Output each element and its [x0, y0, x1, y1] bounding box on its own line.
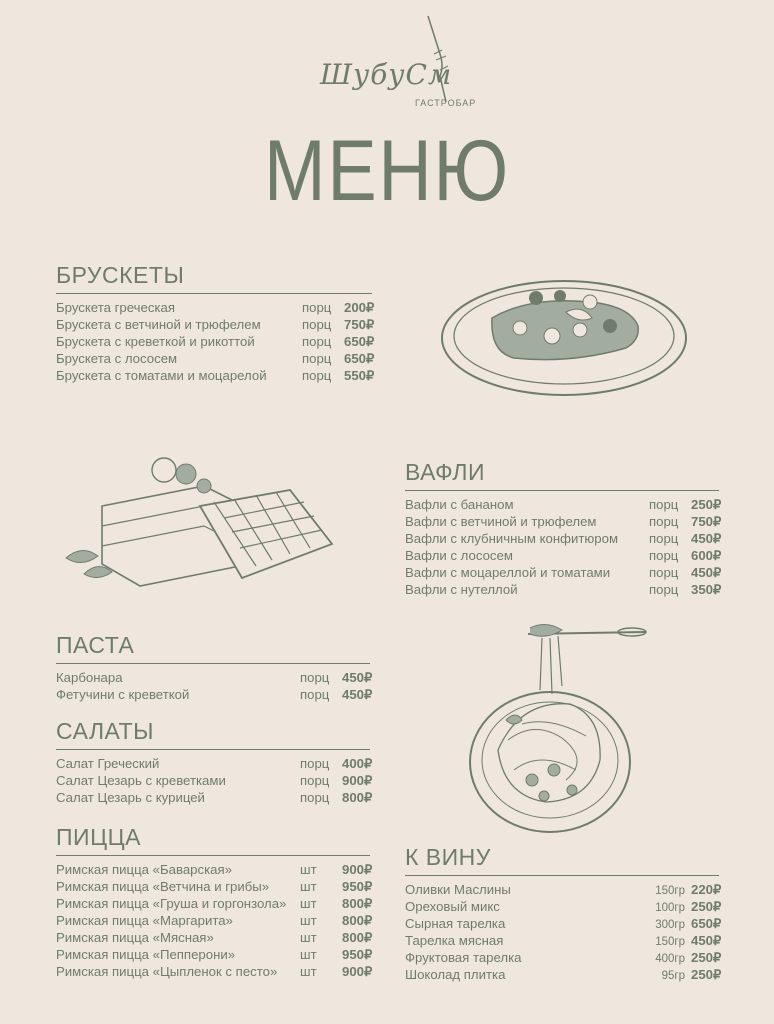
- item-unit: порц: [649, 496, 679, 512]
- item-name: Салат Греческий: [56, 755, 160, 771]
- item-unit: 150гр: [655, 884, 685, 897]
- item-price: 800₽: [342, 789, 373, 805]
- item-unit: порц: [302, 299, 332, 315]
- item-price: 750₽: [344, 316, 375, 332]
- item-price: 800₽: [342, 929, 373, 945]
- item-price: 900₽: [342, 861, 373, 877]
- item-unit: порц: [302, 367, 332, 383]
- bruschetta-list: [56, 299, 375, 385]
- item-unit: порц: [302, 350, 332, 366]
- item-price: 950₽: [342, 878, 373, 894]
- brand-logo: [300, 14, 490, 124]
- section-title-waffles: ВАФЛИ: [405, 459, 719, 491]
- waffles-list: [405, 496, 722, 599]
- item-price: 450₽: [691, 932, 722, 948]
- item-price: 800₽: [342, 912, 373, 928]
- item-name: Салат Цезарь с креветками: [56, 772, 226, 788]
- list-item: [405, 949, 722, 967]
- item-name: Брускета с лососем: [56, 350, 178, 366]
- section-title-to-wine: К ВИНУ: [405, 844, 719, 876]
- section-waffles: [405, 459, 722, 599]
- list-item: [56, 299, 375, 317]
- list-item: [56, 861, 373, 879]
- item-unit: порц: [649, 530, 679, 546]
- item-name: Римская пицца «Пепперони»: [56, 946, 236, 962]
- item-name: Фруктовая тарелка: [405, 949, 522, 965]
- item-name: Римская пицца «Маргарита»: [56, 912, 233, 928]
- list-item: [405, 966, 722, 984]
- item-name: Римская пицца «Цыпленок с песто»: [56, 963, 278, 979]
- item-unit: 400гр: [655, 952, 685, 965]
- list-item: [405, 581, 722, 599]
- item-unit: порц: [300, 789, 330, 805]
- list-item: [56, 772, 373, 790]
- item-price: 550₽: [344, 367, 375, 383]
- list-item: [405, 915, 722, 933]
- item-unit: 95гр: [661, 969, 685, 982]
- section-title-pizza: ПИЦЦА: [56, 824, 370, 856]
- item-unit: шт: [300, 895, 317, 911]
- pizza-list: [56, 861, 373, 981]
- list-item: [56, 929, 373, 947]
- item-unit: порц: [302, 333, 332, 349]
- item-price: 400₽: [342, 755, 373, 771]
- section-salads: [56, 718, 373, 807]
- list-item: [56, 316, 375, 334]
- item-name: Оливки Маслины: [405, 881, 511, 897]
- item-name: Римская пицца «Баварская»: [56, 861, 232, 877]
- item-price: 450₽: [691, 530, 722, 546]
- item-unit: порц: [300, 686, 330, 702]
- list-item: [405, 898, 722, 916]
- item-price: 250₽: [691, 496, 722, 512]
- item-name: Карбонара: [56, 669, 123, 685]
- section-pizza: [56, 824, 373, 981]
- item-price: 250₽: [691, 966, 722, 982]
- item-name: Римская пицца «Мясная»: [56, 929, 214, 945]
- list-item: [56, 367, 375, 385]
- item-unit: порц: [300, 772, 330, 788]
- item-unit: шт: [300, 929, 317, 945]
- item-price: 650₽: [691, 915, 722, 931]
- item-name: Брускета с томатами и моцарелой: [56, 367, 267, 383]
- list-item: [56, 333, 375, 351]
- item-price: 750₽: [691, 513, 722, 529]
- list-item: [56, 669, 373, 687]
- item-name: Брускета с ветчиной и трюфелем: [56, 316, 261, 332]
- item-price: 250₽: [691, 949, 722, 965]
- logo-subtitle: ГАСТРОБАР: [415, 98, 477, 108]
- section-title-pasta: ПАСТА: [56, 632, 370, 664]
- item-name: Римская пицца «Ветчина и грибы»: [56, 878, 270, 894]
- item-unit: шт: [300, 861, 317, 877]
- item-unit: порц: [300, 755, 330, 771]
- list-item: [56, 350, 375, 368]
- list-item: [56, 878, 373, 896]
- spaghetti-plate-illustration: [470, 620, 660, 840]
- item-name: Сырная тарелка: [405, 915, 506, 931]
- item-price: 450₽: [691, 564, 722, 580]
- list-item: [56, 789, 373, 807]
- waffles-illustration: [64, 456, 336, 596]
- item-price: 450₽: [342, 686, 373, 702]
- list-item: [405, 547, 722, 565]
- list-item: [405, 530, 722, 548]
- list-item: [56, 946, 373, 964]
- item-unit: шт: [300, 878, 317, 894]
- item-unit: порц: [649, 581, 679, 597]
- list-item: [56, 912, 373, 930]
- item-name: Брускета с креветкой и рикоттой: [56, 333, 255, 349]
- item-price: 220₽: [691, 881, 722, 897]
- item-price: 250₽: [691, 898, 722, 914]
- page-title: МЕНЮ: [264, 123, 510, 219]
- item-name: Вафли с ветчиной и трюфелем: [405, 513, 597, 529]
- item-unit: 300гр: [655, 918, 685, 931]
- item-unit: шт: [300, 912, 317, 928]
- section-bruschetta: [56, 262, 375, 385]
- item-price: 650₽: [344, 333, 375, 349]
- item-unit: порц: [300, 669, 330, 685]
- item-price: 950₽: [342, 946, 373, 962]
- item-unit: порц: [649, 547, 679, 563]
- bruschetta-plate-illustration: [440, 278, 690, 403]
- item-unit: шт: [300, 946, 317, 962]
- item-unit: порц: [302, 316, 332, 332]
- item-price: 200₽: [344, 299, 375, 315]
- list-item: [405, 932, 722, 950]
- list-item: [405, 513, 722, 531]
- item-name: Шоколад плитка: [405, 966, 506, 982]
- section-title-salads: САЛАТЫ: [56, 718, 370, 750]
- item-name: Римская пицца «Груша и горгонзола»: [56, 895, 287, 911]
- section-pasta: [56, 632, 373, 704]
- item-price: 800₽: [342, 895, 373, 911]
- item-name: Вафли с моцареллой и томатами: [405, 564, 611, 580]
- logo-script-text: ШубуСм: [320, 58, 453, 91]
- salads-list: [56, 755, 373, 807]
- item-unit: 100гр: [655, 901, 685, 914]
- item-unit: порц: [649, 564, 679, 580]
- item-name: Салат Цезарь с курицей: [56, 789, 205, 805]
- section-title-bruschetta: БРУСКЕТЫ: [56, 262, 372, 294]
- item-price: 450₽: [342, 669, 373, 685]
- item-name: Фетучини с креветкой: [56, 686, 190, 702]
- item-unit: 150гр: [655, 935, 685, 948]
- item-name: Вафли с нутеллой: [405, 581, 518, 597]
- item-price: 600₽: [691, 547, 722, 563]
- list-item: [56, 755, 373, 773]
- item-unit: порц: [649, 513, 679, 529]
- list-item: [405, 881, 722, 899]
- list-item: [56, 963, 373, 981]
- item-name: Брускета греческая: [56, 299, 175, 315]
- item-name: Вафли с бананом: [405, 496, 514, 512]
- item-price: 900₽: [342, 772, 373, 788]
- pasta-list: [56, 669, 373, 704]
- item-price: 350₽: [691, 581, 722, 597]
- list-item: [405, 496, 722, 514]
- item-price: 900₽: [342, 963, 373, 979]
- section-to-wine: [405, 844, 722, 984]
- to-wine-list: [405, 881, 722, 984]
- item-unit: шт: [300, 963, 317, 979]
- item-name: Вафли с клубничным конфитюром: [405, 530, 619, 546]
- list-item: [405, 564, 722, 582]
- list-item: [56, 895, 373, 913]
- item-name: Ореховый микс: [405, 898, 500, 914]
- list-item: [56, 686, 373, 704]
- item-price: 650₽: [344, 350, 375, 366]
- item-name: Вафли с лососем: [405, 547, 513, 563]
- item-name: Тарелка мясная: [405, 932, 504, 948]
